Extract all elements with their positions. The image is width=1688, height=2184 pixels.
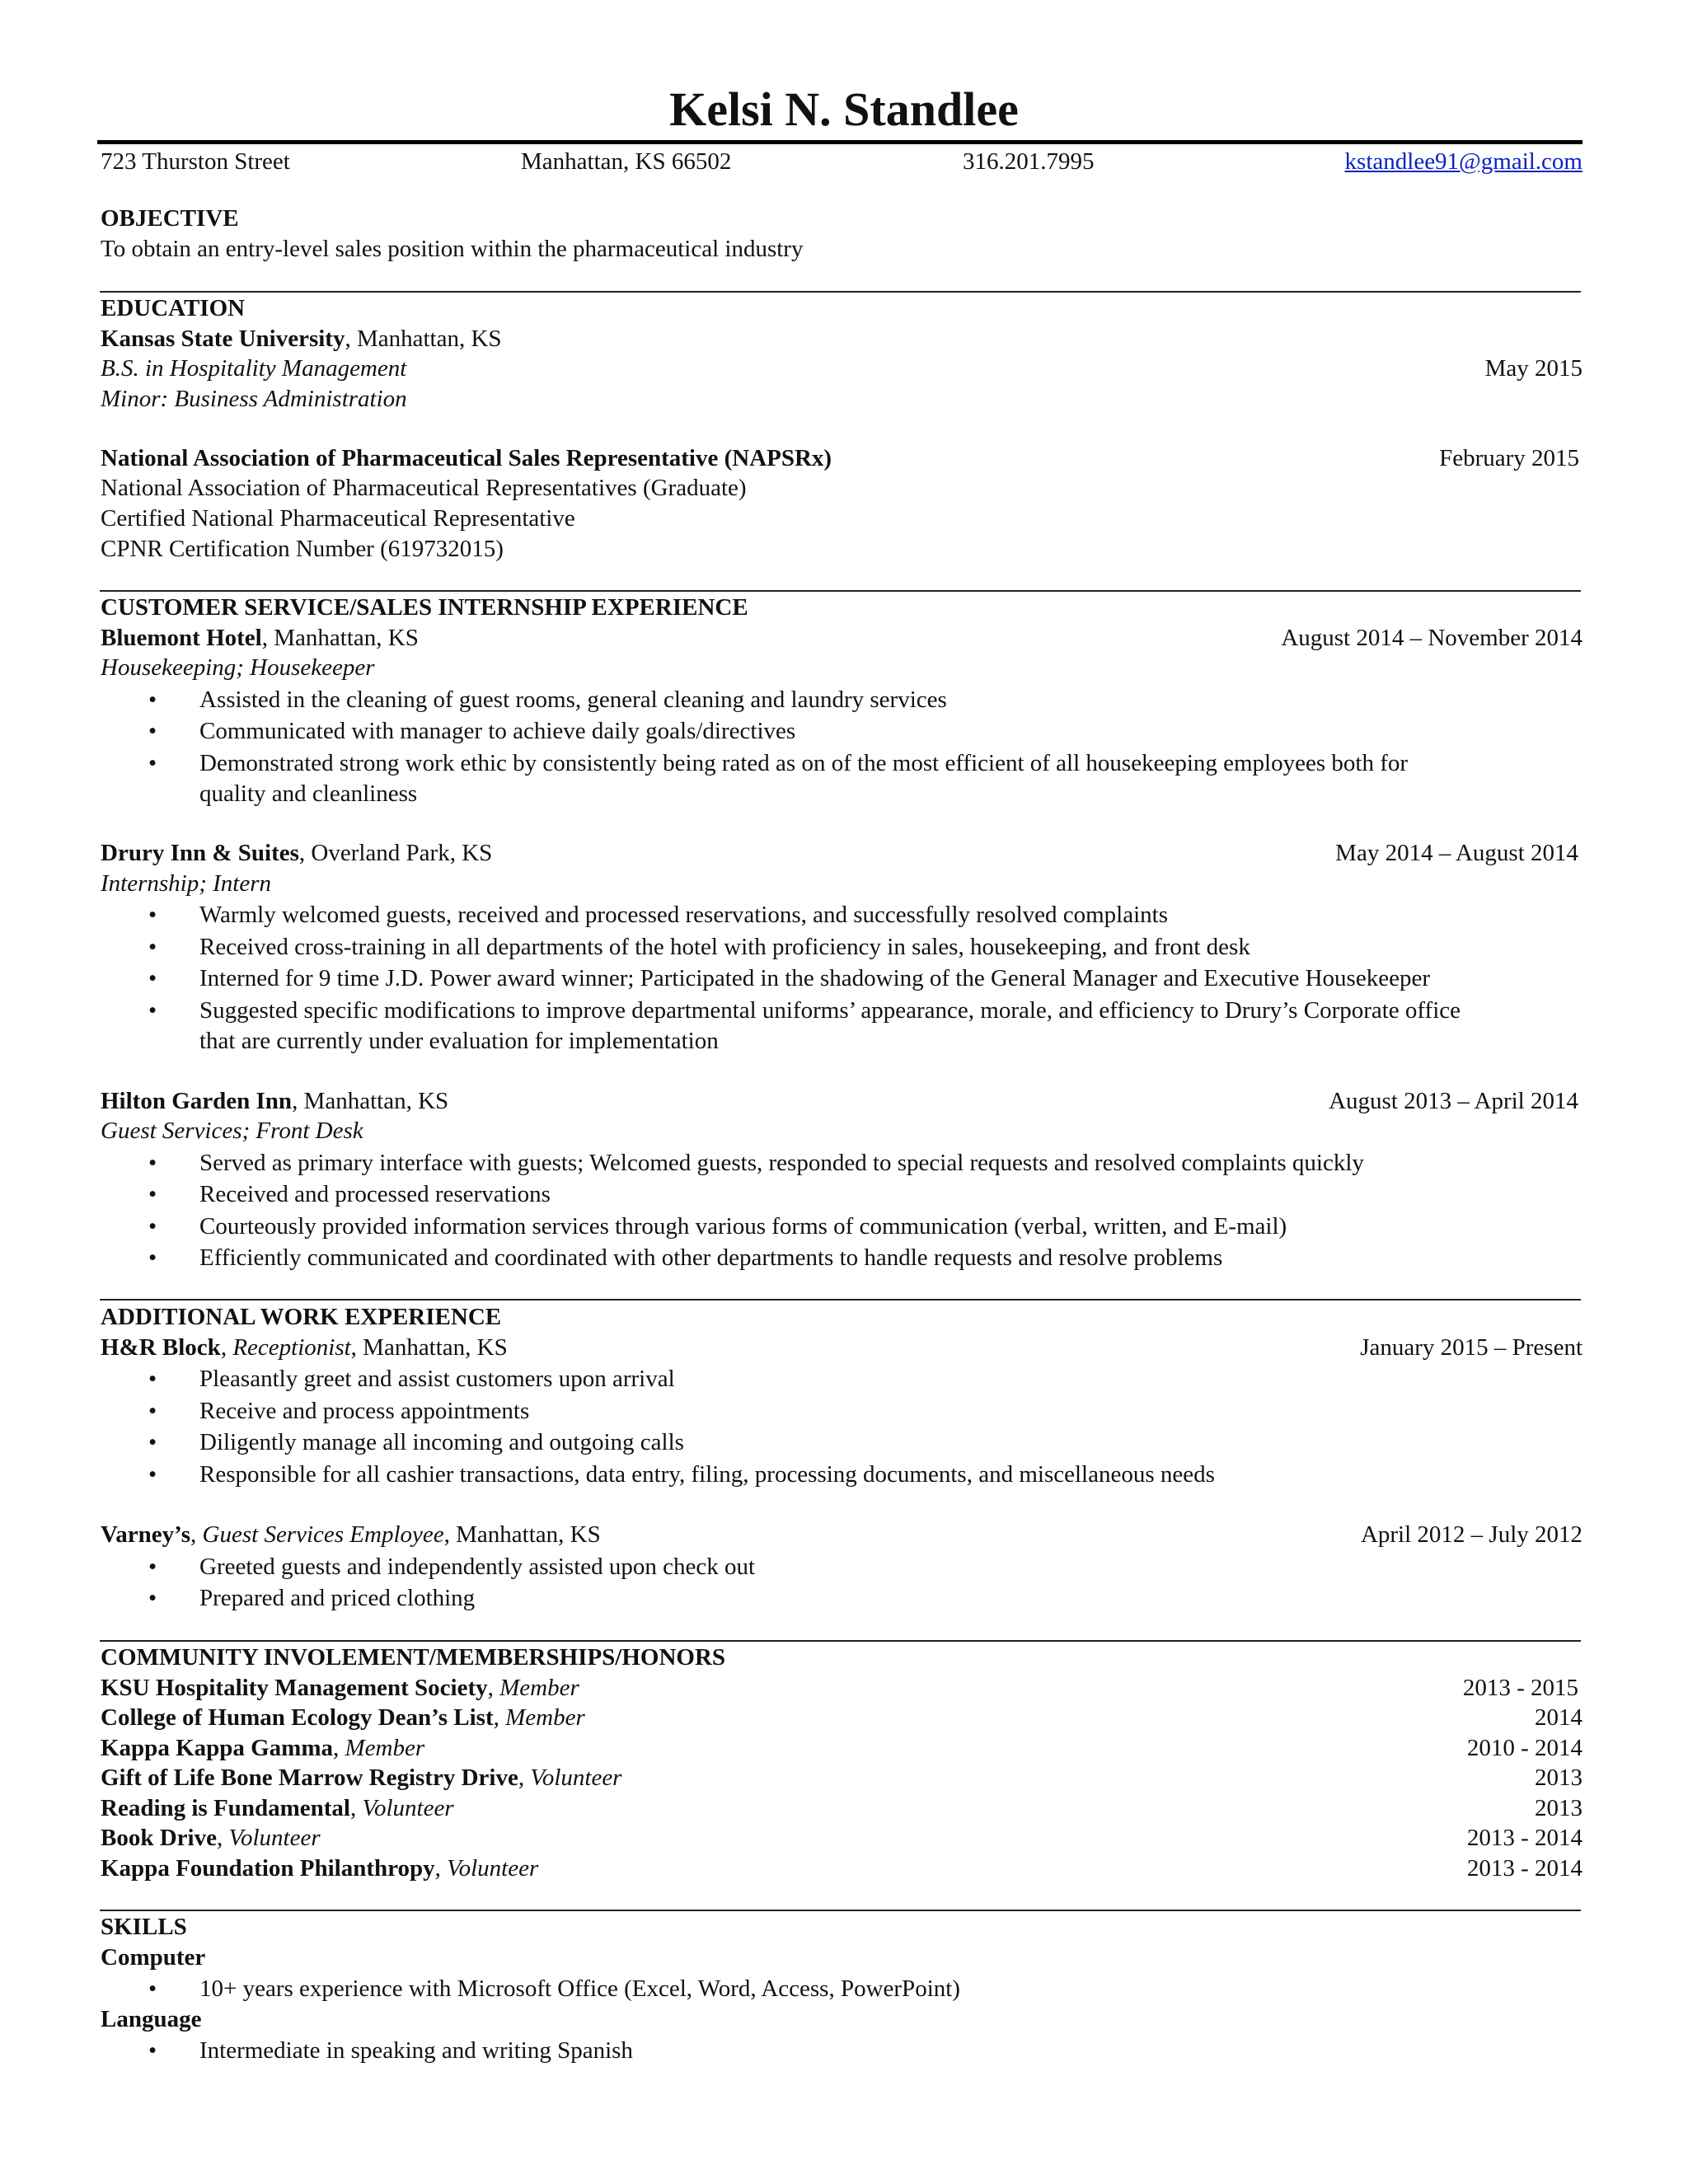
bullet-icon: • bbox=[148, 1398, 157, 1424]
cert-line: National Association of Pharmaceutical Representatives (Graduate) bbox=[101, 475, 747, 501]
job-dates: August 2014 – November 2014 bbox=[1281, 625, 1582, 651]
bullet-icon: • bbox=[148, 1554, 157, 1580]
employer-name: H&R Block bbox=[101, 1334, 221, 1361]
bullet-item-continued: quality and cleanliness bbox=[199, 780, 418, 807]
bullet-icon: • bbox=[148, 750, 157, 776]
community-years: 2013 - 2014 bbox=[1466, 1855, 1582, 1882]
bullet-icon: • bbox=[148, 1975, 157, 2002]
bullet-icon: • bbox=[148, 934, 157, 960]
community-heading: COMMUNITY INVOLEMENT/MEMBERSHIPS/HONORS bbox=[101, 1644, 726, 1671]
job-role: Receptionist bbox=[232, 1334, 351, 1361]
employer-location: , Overland Park, KS bbox=[298, 840, 493, 866]
bullet-icon: • bbox=[148, 1585, 157, 1611]
objective-text: To obtain an entry-level sales position within the pharmaceutical industry bbox=[101, 236, 804, 262]
cert-line: Certified National Pharmaceutical Representative bbox=[101, 505, 575, 532]
job-role: Guest Services; Front Desk bbox=[101, 1118, 363, 1144]
job-title-line bbox=[101, 1520, 601, 1549]
skills-heading: SKILLS bbox=[101, 1914, 187, 1940]
bullet-icon: • bbox=[148, 965, 157, 991]
community-item bbox=[101, 1763, 621, 1793]
objective-heading: OBJECTIVE bbox=[101, 205, 239, 232]
separator: , bbox=[190, 1521, 203, 1548]
community-org: Gift of Life Bone Marrow Registry Drive bbox=[101, 1765, 518, 1791]
community-org: KSU Hospitality Management Society bbox=[101, 1675, 488, 1701]
employer-name: Bluemont Hotel bbox=[101, 625, 262, 651]
bullet-item: Assisted in the cleaning of guest rooms, general cleaning and laundry services bbox=[199, 687, 947, 713]
community-item bbox=[101, 1793, 454, 1823]
bullet-icon: • bbox=[148, 997, 157, 1024]
skills-computer-label: Computer bbox=[101, 1944, 206, 1971]
community-role: Volunteer bbox=[362, 1795, 454, 1821]
school-name: Kansas State University bbox=[101, 326, 345, 352]
community-item bbox=[101, 1823, 321, 1853]
cert-date: February 2015 bbox=[1439, 445, 1579, 471]
resume-name: Kelsi N. Standlee bbox=[669, 82, 1019, 136]
bullet-icon: • bbox=[148, 1181, 157, 1207]
additional-heading: ADDITIONAL WORK EXPERIENCE bbox=[101, 1304, 502, 1330]
employer-location: , Manhattan, KS bbox=[292, 1088, 449, 1114]
divider bbox=[100, 1299, 1581, 1301]
employer-name: Drury Inn & Suites bbox=[101, 840, 299, 866]
school-line bbox=[101, 324, 502, 354]
bullet-icon: • bbox=[148, 687, 157, 713]
bullet-item: Communicated with manager to achieve daily goals/directives bbox=[199, 718, 796, 744]
community-item bbox=[101, 1703, 585, 1732]
community-item bbox=[101, 1854, 538, 1883]
internship-heading: CUSTOMER SERVICE/SALES INTERNSHIP EXPERIENCE bbox=[101, 594, 748, 621]
separator: , bbox=[487, 1675, 500, 1701]
community-role: Member bbox=[499, 1675, 579, 1701]
city-state-zip: Manhattan, KS 66502 bbox=[521, 148, 732, 175]
community-years: 2013 - 2015 bbox=[1462, 1675, 1578, 1701]
bullet-item: Greeted guests and independently assisted upon check out bbox=[199, 1554, 756, 1580]
minor: Minor: Business Administration bbox=[101, 386, 407, 412]
separator: , bbox=[220, 1334, 233, 1361]
job-title-line bbox=[101, 838, 492, 868]
bullet-item: Prepared and priced clothing bbox=[199, 1585, 476, 1611]
community-role: Volunteer bbox=[530, 1765, 622, 1791]
job-role: Housekeeping; Housekeeper bbox=[101, 654, 375, 681]
degree-date: May 2015 bbox=[1484, 355, 1582, 382]
job-dates: August 2013 – April 2014 bbox=[1329, 1088, 1578, 1114]
bullet-item: Suggested specific modifications to improve departmental uniforms’ appearance, morale, and efficiency to Drury’s Corporate office bbox=[199, 997, 1461, 1024]
job-dates: May 2014 – August 2014 bbox=[1335, 840, 1578, 866]
community-years: 2010 - 2014 bbox=[1466, 1735, 1582, 1761]
job-title-line bbox=[101, 1086, 448, 1116]
community-role: Volunteer bbox=[447, 1855, 539, 1882]
divider bbox=[100, 291, 1581, 293]
bullet-icon: • bbox=[148, 1429, 157, 1455]
job-dates: April 2012 – July 2012 bbox=[1360, 1521, 1582, 1548]
bullet-item: Warmly welcomed guests, received and processed reservations, and successfully resolved complaints bbox=[199, 902, 1169, 928]
bullet-icon: • bbox=[148, 1461, 157, 1488]
bullet-item: Received cross-training in all departments of the hotel with proficiency in sales, housekeeping, and front desk bbox=[199, 934, 1250, 960]
community-role: Volunteer bbox=[228, 1825, 321, 1851]
bullet-item: Received and processed reservations bbox=[199, 1181, 551, 1207]
job-role: Internship; Intern bbox=[101, 870, 271, 897]
bullet-item: Responsible for all cashier transactions, data entry, filing, processing documents, and miscellaneous needs bbox=[199, 1461, 1215, 1488]
separator: , bbox=[493, 1704, 506, 1731]
bullet-icon: • bbox=[148, 1213, 157, 1240]
employer-location: , Manhattan, KS bbox=[350, 1334, 508, 1361]
bullet-icon: • bbox=[148, 1366, 157, 1392]
school-location: , Manhattan, KS bbox=[345, 326, 502, 352]
cert-title: National Association of Pharmaceutical Sales Representative (NAPSRx) bbox=[101, 445, 832, 471]
bullet-icon: • bbox=[148, 2037, 157, 2064]
employer-location: , Manhattan, KS bbox=[443, 1521, 601, 1548]
community-years: 2013 bbox=[1535, 1795, 1582, 1821]
job-title-line bbox=[101, 1333, 508, 1362]
bullet-item: Intermediate in speaking and writing Spanish bbox=[199, 2037, 633, 2064]
employer-location: , Manhattan, KS bbox=[261, 625, 419, 651]
bullet-item: Receive and process appointments bbox=[199, 1398, 530, 1424]
bullet-item: Interned for 9 time J.D. Power award winner; Participated in the shadowing of the General Manager and Executive Housekeeper bbox=[199, 965, 1430, 991]
divider bbox=[100, 1910, 1581, 1911]
divider bbox=[100, 1640, 1581, 1642]
community-org: Reading is Fundamental bbox=[101, 1795, 350, 1821]
separator: , bbox=[333, 1735, 345, 1761]
bullet-item: Diligently manage all incoming and outgoing calls bbox=[199, 1429, 684, 1455]
community-org: Kappa Foundation Philanthropy bbox=[101, 1855, 435, 1882]
community-role: Member bbox=[345, 1735, 425, 1761]
separator: , bbox=[518, 1765, 531, 1791]
bullet-icon: • bbox=[148, 902, 157, 928]
bullet-icon: • bbox=[148, 1244, 157, 1271]
community-org: Book Drive bbox=[101, 1825, 217, 1851]
separator: , bbox=[349, 1795, 363, 1821]
employer-name: Hilton Garden Inn bbox=[101, 1088, 293, 1114]
education-heading: EDUCATION bbox=[101, 295, 246, 321]
cert-line: CPNR Certification Number (619732015) bbox=[101, 536, 504, 562]
bullet-item: Pleasantly greet and assist customers upon arrival bbox=[199, 1366, 675, 1392]
employer-name: Varney’s bbox=[101, 1521, 191, 1548]
street-address: 723 Thurston Street bbox=[101, 148, 290, 175]
job-dates: January 2015 – Present bbox=[1360, 1334, 1582, 1361]
bullet-icon: • bbox=[148, 718, 157, 744]
header-divider bbox=[97, 140, 1582, 144]
phone-number: 316.201.7995 bbox=[963, 148, 1095, 175]
bullet-icon: • bbox=[148, 1150, 157, 1176]
email-link[interactable]: kstandlee91@gmail.com bbox=[1344, 148, 1582, 175]
bullet-item: Courteously provided information services through various forms of communication (verbal, written, and E-mail) bbox=[199, 1213, 1287, 1240]
bullet-item: Demonstrated strong work ethic by consistently being rated as on of the most efficient of all housekeeping employees both for bbox=[199, 750, 1409, 776]
bullet-item: Served as primary interface with guests; Welcomed guests, responded to special requests and resolved complaints quickly bbox=[199, 1150, 1364, 1176]
community-years: 2013 - 2014 bbox=[1466, 1825, 1582, 1851]
community-item bbox=[101, 1733, 424, 1763]
degree: B.S. in Hospitality Management bbox=[101, 355, 407, 382]
separator: , bbox=[434, 1855, 448, 1882]
community-item bbox=[101, 1673, 579, 1703]
community-org: College of Human Ecology Dean’s List bbox=[101, 1704, 494, 1731]
divider bbox=[100, 590, 1581, 592]
separator: , bbox=[216, 1825, 229, 1851]
job-title-line bbox=[101, 623, 419, 653]
bullet-item-continued: that are currently under evaluation for implementation bbox=[199, 1028, 719, 1054]
community-role: Member bbox=[505, 1704, 585, 1731]
bullet-item: Efficiently communicated and coordinated with other departments to handle requests and resolve problems bbox=[199, 1244, 1223, 1271]
community-years: 2013 bbox=[1535, 1765, 1582, 1791]
job-role: Guest Services Employee bbox=[202, 1521, 444, 1548]
bullet-item: 10+ years experience with Microsoft Office (Excel, Word, Access, PowerPoint) bbox=[199, 1975, 960, 2002]
community-years: 2014 bbox=[1535, 1704, 1582, 1731]
skills-language-label: Language bbox=[101, 2006, 202, 2032]
community-org: Kappa Kappa Gamma bbox=[101, 1735, 333, 1761]
